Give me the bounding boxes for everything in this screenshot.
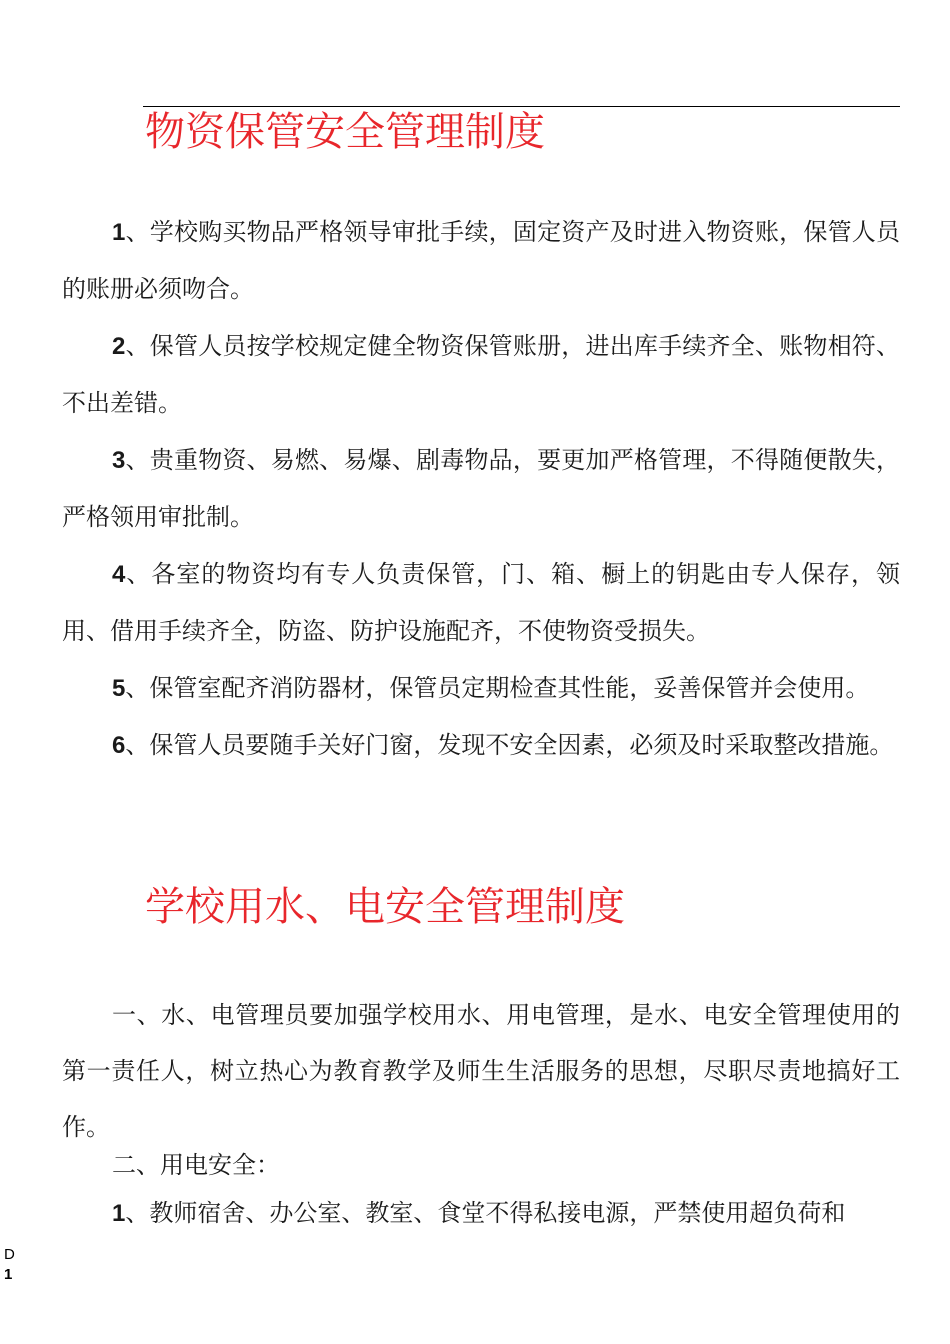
paragraph-text: 、贵重物资、易燃、易爆、剧毒物品，要更加严格管理，不得随便散失，严格领用审批制。 xyxy=(62,446,900,531)
paragraph-text: 、各室的物资均有专人负责保管，门、箱、橱上的钥匙由专人保存，领用、借用手续齐全，防盗、防护设施配齐，不使物资受损失。 xyxy=(62,560,900,645)
paragraph-number: 6 xyxy=(112,732,126,759)
section2-paragraph-3 xyxy=(62,1185,900,1242)
paragraph-text: 二、用电安全： xyxy=(112,1151,280,1179)
paragraph-text: 、保管人员要随手关好门窗，发现不安全因素，必须及时采取整改措施。 xyxy=(125,731,894,759)
section2-paragraph-1 xyxy=(62,987,900,1155)
section1-paragraph-6 xyxy=(62,717,900,774)
paragraph-text: 、学校购买物品严格领导审批手续，固定资产及时进入物资账，保管人员的账册必须吻合。 xyxy=(62,218,900,303)
paragraph-text: 一、水、电管理员要加强学校用水、用电管理，是水、电安全管理使用的第一责任人，树立热心为教育教学及师生生活服务的思想，尽职尽责地搞好工作。 xyxy=(62,1001,900,1141)
paragraph-number: 5 xyxy=(112,675,126,702)
section1-paragraph-2 xyxy=(62,318,900,431)
paragraph-number: 3 xyxy=(112,447,126,474)
paragraph-number: 1 xyxy=(112,219,126,246)
section1-paragraph-5 xyxy=(62,660,900,717)
paragraph-number: 1 xyxy=(112,1200,126,1227)
paragraph-text: 、教师宿舍、办公室、教室、食堂不得私接电源，严禁使用超负荷和 xyxy=(125,1199,846,1227)
header-rule xyxy=(143,106,900,107)
page-mark-number: 1 xyxy=(4,1266,13,1283)
paragraph-number: 2 xyxy=(112,333,126,360)
section1-paragraph-1 xyxy=(62,204,900,317)
section1-paragraph-4 xyxy=(62,546,900,659)
section1-title: 物资保管安全管理制度 xyxy=(145,109,545,155)
section2-title: 学校用水、电安全管理制度 xyxy=(145,884,625,930)
paragraph-text: 、保管人员按学校规定健全物资保管账册，进出库手续齐全、账物相符、不出差错。 xyxy=(62,332,900,417)
page-mark-letter: D xyxy=(4,1246,15,1263)
section1-paragraph-3 xyxy=(62,432,900,545)
paragraph-number: 4 xyxy=(112,561,126,588)
paragraph-text: 、保管室配齐消防器材，保管员定期检查其性能，妥善保管并会使用。 xyxy=(125,674,870,702)
